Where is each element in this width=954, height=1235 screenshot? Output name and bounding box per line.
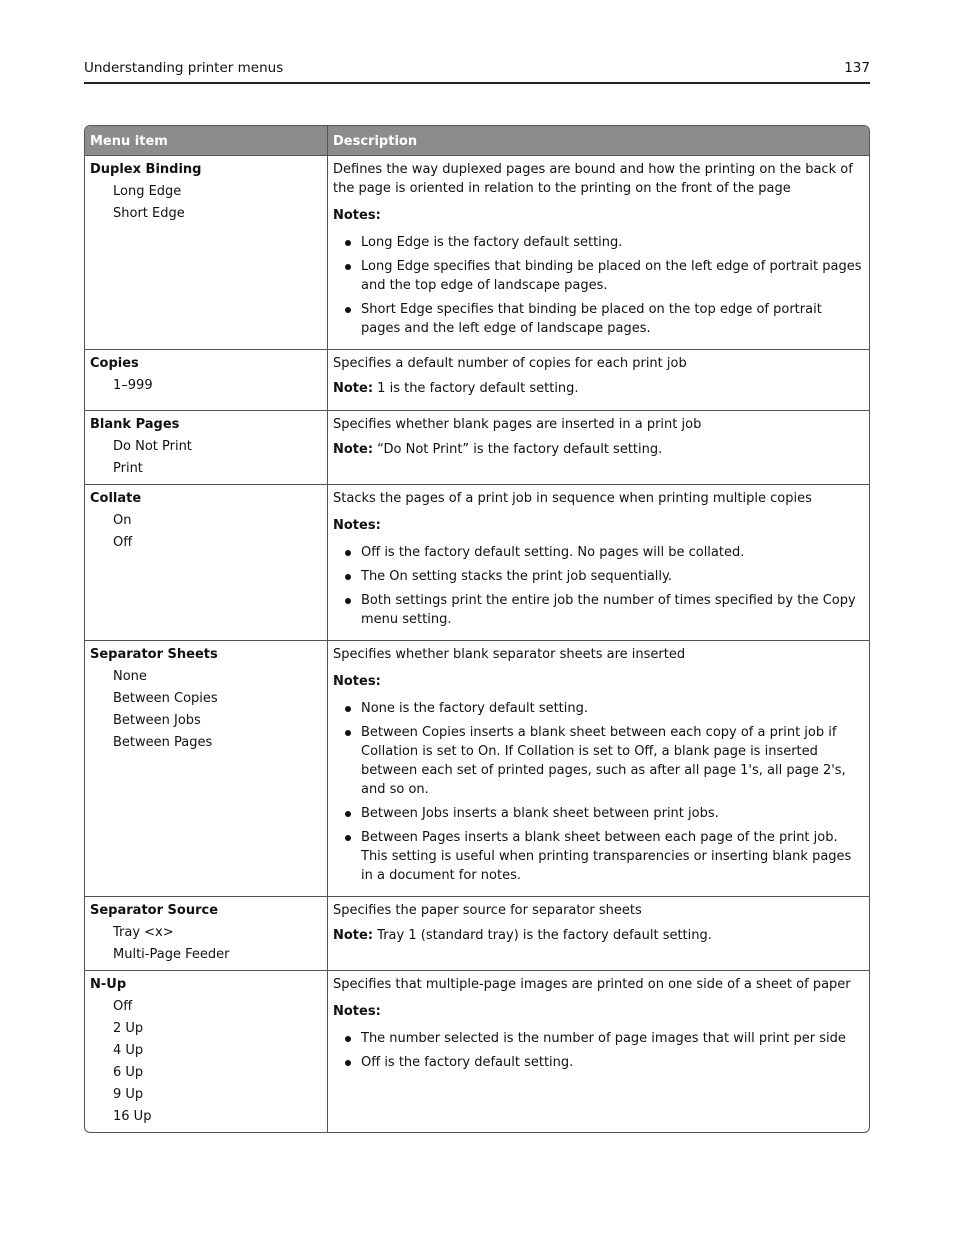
notes-list (333, 543, 864, 629)
table-row (85, 410, 869, 484)
menu-item-name: Blank Pages (90, 417, 180, 432)
menu-option: 6 Up (113, 1065, 144, 1080)
note-item: Long Edge specifies that binding be placed on the left edge of portrait pages and the top edge of landscape pages. (333, 257, 864, 295)
note-line (333, 440, 864, 459)
menu-table (84, 125, 870, 1133)
menu-option: Tray <x> (113, 925, 174, 940)
menu-option: On (113, 513, 132, 528)
menu-item-name: Separator Sheets (90, 647, 218, 662)
description-cell (328, 970, 869, 1132)
note-item: Short Edge specifies that binding be placed on the top edge of portrait pages and the left edge of landscape pages. (333, 300, 864, 338)
menu-option: Off (113, 535, 133, 550)
menu-option: 16 Up (113, 1109, 152, 1124)
note-item: Between Copies inserts a blank sheet between each copy of a print job if Collation is set to On. If Collation is set to Off, a blank page is inserted between each set of printed pages, such as after all page 1's, all page 2's, and so on. (333, 723, 864, 799)
description-cell (328, 349, 869, 410)
menu-item-cell (85, 896, 328, 970)
note-label: Note: (333, 442, 374, 457)
table-row (85, 970, 869, 1132)
menu-item-cell (85, 410, 328, 484)
note-item: Both settings print the entire job the number of times specified by the Copy menu setting. (333, 591, 864, 629)
menu-item-name: Duplex Binding (90, 162, 202, 177)
menu-item-cell (85, 970, 328, 1132)
table-row (85, 484, 869, 640)
menu-option: Multi-Page Feeder (113, 947, 230, 962)
menu-option: None (113, 669, 147, 684)
description-cell (328, 410, 869, 484)
page-header (84, 58, 870, 84)
menu-option: 4 Up (113, 1043, 144, 1058)
notes-list (333, 699, 864, 885)
notes-label: Notes: (333, 208, 381, 223)
note-item: Between Jobs inserts a blank sheet between print jobs. (333, 804, 864, 823)
description-text: Stacks the pages of a print job in sequence when printing multiple copies (333, 491, 812, 506)
menu-option: Print (113, 461, 143, 476)
table-row (85, 155, 869, 349)
note-item: Between Pages inserts a blank sheet between each page of the print job. This setting is useful when printing transparencies or inserting blank pages in a document for notes. (333, 828, 864, 885)
note-item: The On setting stacks the print job sequentially. (333, 567, 864, 586)
notes-label: Notes: (333, 518, 381, 533)
menu-item-name: Separator Source (90, 903, 219, 918)
menu-item-cell (85, 640, 328, 896)
menu-item-cell (85, 155, 328, 349)
note-item: Off is the factory default setting. No pages will be collated. (333, 543, 864, 562)
description-text: Specifies a default number of copies for each print job (333, 356, 687, 371)
menu-option: Between Copies (113, 691, 218, 706)
menu-option: Short Edge (113, 206, 185, 221)
menu-option: Between Pages (113, 735, 213, 750)
menu-item-cell (85, 349, 328, 410)
description-cell (328, 896, 869, 970)
note-item: None is the factory default setting. (333, 699, 864, 718)
menu-item-name: Collate (90, 491, 142, 506)
menu-option: Long Edge (113, 184, 182, 199)
description-cell (328, 155, 869, 349)
description-text: Specifies that multiple-page images are printed on one side of a sheet of paper (333, 977, 851, 992)
column-header-description: Description (328, 126, 869, 155)
note-label: Note: (333, 928, 374, 943)
note-item: Off is the factory default setting. (333, 1053, 864, 1072)
description-cell (328, 640, 869, 896)
menu-item-name: Copies (90, 356, 139, 371)
page-number: 137 (844, 60, 870, 76)
description-text: Specifies the paper source for separator sheets (333, 903, 642, 918)
menu-item-cell (85, 484, 328, 640)
description-text: Specifies whether blank pages are inserted in a print job (333, 417, 702, 432)
table-header-row (85, 126, 869, 155)
table-row (85, 349, 869, 410)
menu-option: Do Not Print (113, 439, 192, 454)
table-row (85, 640, 869, 896)
note-text: 1 is the factory default setting. (373, 381, 579, 396)
note-text: “Do Not Print” is the factory default setting. (373, 442, 663, 457)
menu-option: 1–999 (113, 378, 153, 393)
note-item: Long Edge is the factory default setting. (333, 233, 864, 252)
note-label: Note: (333, 381, 374, 396)
menu-option: Off (113, 999, 133, 1014)
notes-list (333, 1029, 864, 1072)
description-cell (328, 484, 869, 640)
menu-option: Between Jobs (113, 713, 201, 728)
menu-option: 9 Up (113, 1087, 144, 1102)
notes-list (333, 233, 864, 338)
table-row (85, 896, 869, 970)
description-text: Specifies whether blank separator sheets are inserted (333, 647, 686, 662)
note-line (333, 379, 864, 398)
note-item: The number selected is the number of page images that will print per side (333, 1029, 864, 1048)
section-title: Understanding printer menus (84, 60, 284, 76)
menu-item-name: N-Up (90, 977, 127, 992)
column-header-menu-item: Menu item (85, 126, 328, 155)
description-text: Defines the way duplexed pages are bound and how the printing on the back of the page is oriented in relation to the printing on the front of the page (333, 162, 853, 196)
notes-label: Notes: (333, 674, 381, 689)
notes-label: Notes: (333, 1004, 381, 1019)
note-text: Tray 1 (standard tray) is the factory default setting. (373, 928, 712, 943)
note-line (333, 926, 864, 945)
menu-option: 2 Up (113, 1021, 144, 1036)
